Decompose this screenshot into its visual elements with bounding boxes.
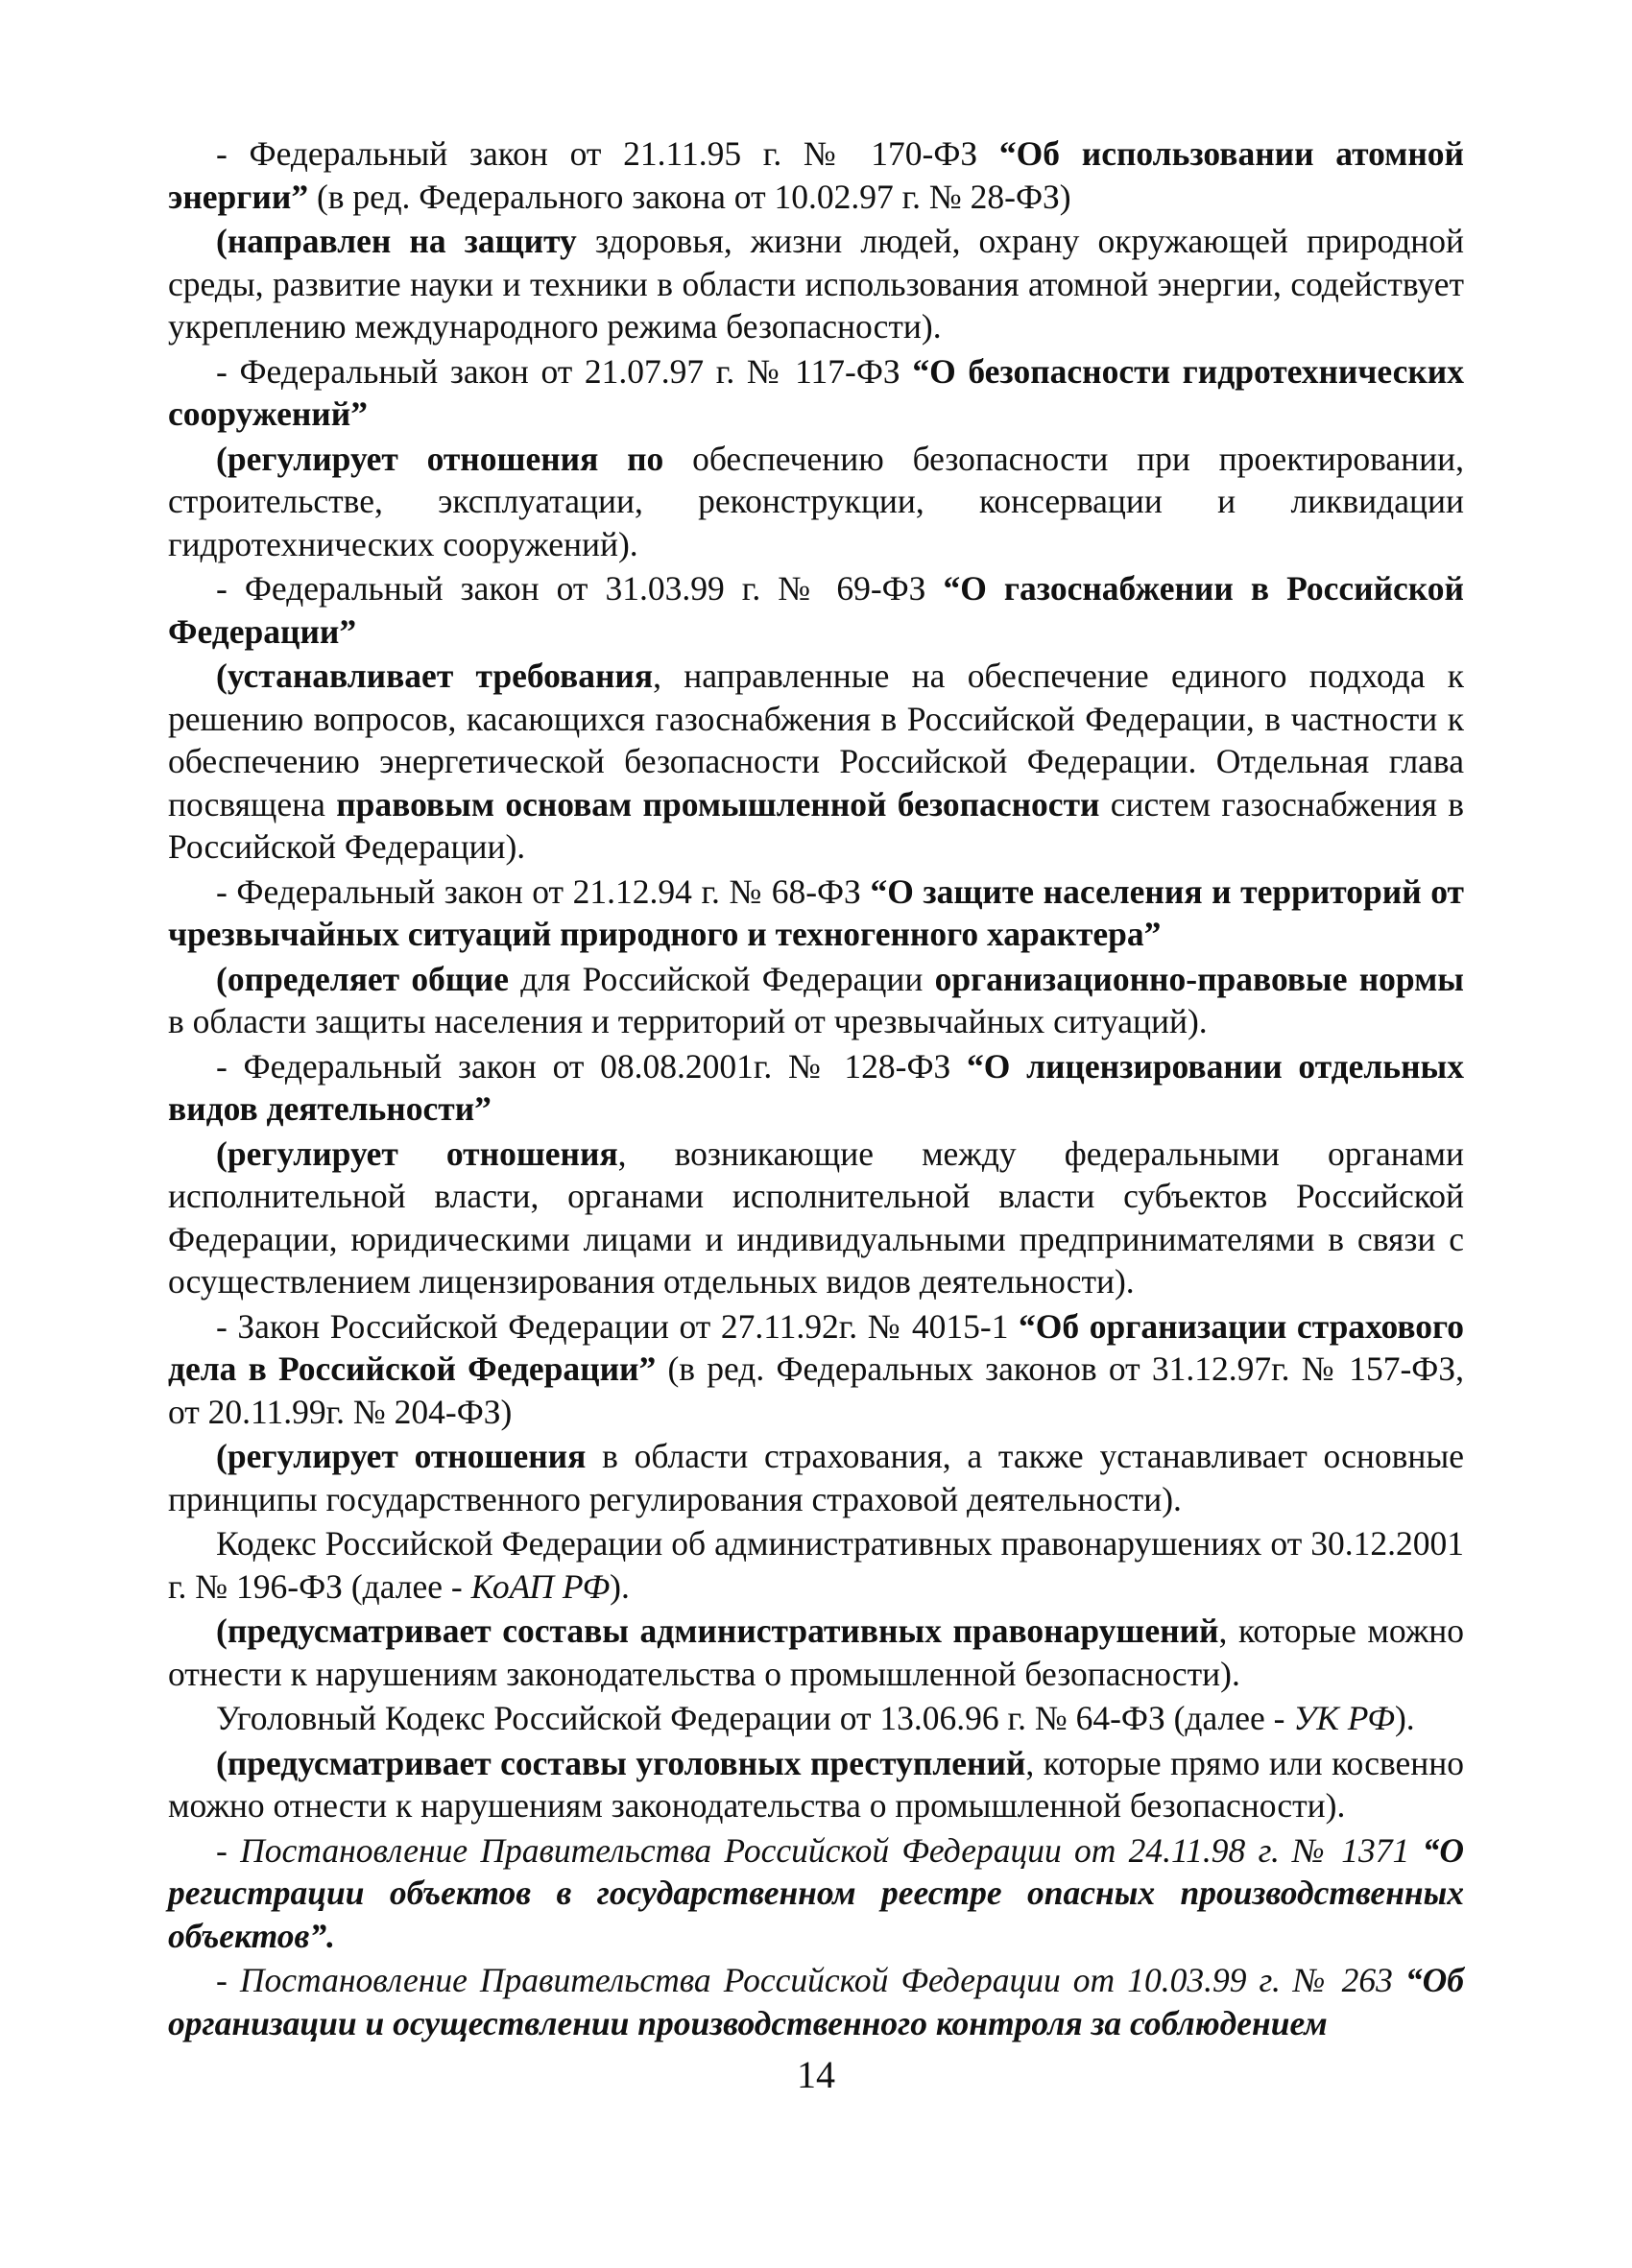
law-68-fz (168, 871, 1464, 956)
law-128-description (168, 1133, 1464, 1303)
law-170-title: “Об использовании атомной энергии” (168, 134, 1465, 216)
law-69-intro: - Федеральный закон от 31.03.99 г. № 69-ФЗ (216, 569, 944, 608)
decree-263-title: “Об организации и осуществлении производственного контроля за соблюдением (168, 1961, 1464, 2042)
koap-desc-lead: (предусматривает составы административных правонарушений (216, 1611, 1219, 1650)
law-69-title: “О газоснабжении в Российской Федерации” (168, 569, 1464, 651)
law-117-fz (168, 350, 1464, 436)
law-117-desc-lead: (регулирует отношения по (216, 439, 664, 478)
law-4015-1 (168, 1305, 1464, 1434)
law-68-intro: - Федеральный закон от 21.12.94 г. № 68-ФЗ (216, 871, 871, 911)
decree-263-intro: - Постановление Правительства Российской Федерации от 10.03.99 г. № 263 (216, 1961, 1405, 1999)
uk-desc-lead: (предусматривает составы уголовных преступлений (216, 1743, 1026, 1782)
uk-intro: Уголовный Кодекс Российской Федерации от 13.06.96 г. № 64-ФЗ (далее - (216, 1699, 1294, 1737)
decree-1371 (168, 1829, 1464, 1958)
law-117-description (168, 438, 1464, 566)
koap-desc-text: , которые можно отнести к нарушениям законодательства о промышленной безопасности). (168, 1611, 1464, 1693)
law-4015-title: “Об организации страхового дела в Российской Федерации” (168, 1306, 1464, 1388)
uk-desc-text: , которые прямо или косвенно можно отнести к нарушениям законодательства о промышленной безопасности). (168, 1743, 1465, 1825)
law-69-desc-text: , направленные на обеспечение единого подхода к решению вопросов, касающихся газоснабжения в Российской Федерации, в частности к обеспечению энергетической безопасности Российской Федерации. Отдельная глава посвящена (168, 657, 1464, 824)
koap-intro: Кодекс Российской Федерации об административных правонарушениях от 30.12.2001 г. № 196-ФЗ (далее - (168, 1524, 1464, 1606)
koap-rf (168, 1522, 1464, 1608)
law-69-fz (168, 567, 1464, 653)
law-69-desc-tail: систем газоснабжения в Российской Федерации). (168, 784, 1465, 866)
law-69-description (168, 655, 1464, 869)
decree-1371-intro: - Постановление Правительства Российской Федерации от 24.11.98 г. № 1371 (216, 1830, 1423, 1870)
law-170-intro: - Федеральный закон от 21.11.95 г. № 170-ФЗ (216, 134, 999, 173)
law-68-desc-tail: в области защиты населения и территорий от чрезвычайных ситуаций). (168, 1002, 1208, 1040)
law-128-desc-lead: (регулирует отношения (216, 1134, 618, 1173)
law-128-intro: - Федеральный закон от 08.08.2001г. № 128-ФЗ (216, 1046, 967, 1086)
koap-abbrev: КоАП РФ (470, 1566, 611, 1606)
law-170-desc-text: здоровья, жизни людей, охрану окружающей природной среды, развитие науки и техники в области использования атомной энергии, содействует укреплению международного режима безопасности). (168, 222, 1464, 346)
uk-close: ). (1394, 1699, 1415, 1737)
page-number: 14 (797, 2053, 835, 2096)
law-68-desc-emphasis: организационно-правовые нормы (934, 959, 1465, 998)
koap-description (168, 1610, 1464, 1695)
uk-description (168, 1742, 1464, 1827)
law-117-title: “О безопасности гидротехнических сооружений” (168, 351, 1464, 433)
uk-rf (168, 1697, 1464, 1740)
koap-close: ). (610, 1566, 630, 1606)
decree-263 (168, 1959, 1464, 2044)
law-170-desc-lead: (направлен на защиту (216, 222, 577, 260)
law-4015-intro: - Закон Российской Федерации от 27.11.92г. № 4015-1 (216, 1306, 1020, 1346)
law-68-title: “О защите населения и территорий от чрезвычайных ситуаций природного и техногенного характера” (168, 871, 1464, 953)
law-170-fz (168, 132, 1464, 218)
law-68-desc-text: для Российской Федерации (509, 959, 935, 998)
decree-1371-title: “О регистрации объектов в государственном реестре опасных производственных объектов”. (168, 1830, 1464, 1955)
law-117-desc-text: обеспечению безопасности при проектировании, строительстве, эксплуатации, реконструкции, консервации и ликвидации гидротехнических сооружений). (168, 439, 1464, 563)
law-4015-description (168, 1435, 1464, 1520)
law-4015-desc-text: в области страхования, а также устанавливает основные принципы государственного регулирования страховой деятельности). (168, 1437, 1464, 1518)
law-4015-edition: (в ред. Федеральных законов от 31.12.97г. № 157-ФЗ, от 20.11.99г. № 204-ФЗ) (168, 1349, 1464, 1431)
law-69-desc-lead: (устанавливает требования (216, 657, 654, 695)
law-68-description (168, 958, 1464, 1043)
law-68-desc-lead: (определяет общие (216, 959, 510, 998)
uk-abbrev: УК РФ (1293, 1699, 1395, 1737)
law-128-desc-text: , возникающие между федеральными органами исполнительной власти, органами исполнительной власти субъектов Российской Федерации, юридическими лицами и индивидуальными предпринимателями в связи с осуществлением лицензирования отдельных видов деятельности). (168, 1134, 1465, 1301)
law-170-description (168, 220, 1464, 348)
law-128-title: “О лицензировании отдельных видов деятельности” (168, 1046, 1464, 1128)
law-4015-desc-lead: (регулирует отношения (216, 1437, 587, 1475)
law-170-edition: (в ред. Федерального закона от 10.02.97 г. № 28-ФЗ) (308, 177, 1071, 216)
law-117-intro: - Федеральный закон от 21.07.97 г. № 117-ФЗ (216, 351, 913, 391)
law-128-fz (168, 1045, 1464, 1131)
document-page (168, 132, 1464, 2044)
law-69-desc-emphasis: правовым основам промышленной безопасности (336, 784, 1100, 824)
